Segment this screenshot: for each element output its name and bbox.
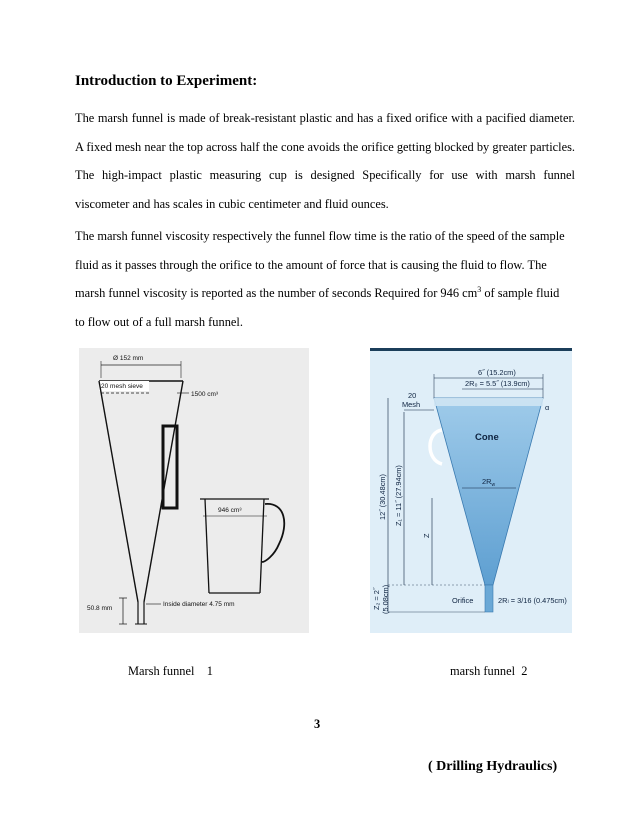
inside-diameter-label: Inside diameter 4.75 mm [163,601,235,608]
top-width-label: 6˝ (15.2cm) [478,368,516,377]
cone-label: Cone [475,432,499,443]
intro-paragraph-2 [75,222,565,337]
figure-1-caption: Marsh funnel 1 [128,664,213,678]
diameter-label: Ø 152 mm [113,355,144,362]
funnel-volume-label: 1500 cm³ [191,391,219,398]
funnel-orifice-tube [485,585,493,612]
mesh-sieve-label: 20 mesh sieve [101,383,143,390]
rl-label: 2Rₗ = 3/16 (0.475cm) [498,596,567,605]
mesh-word-label: Mesh [402,400,421,409]
total-height-label: 12˝ (30.48cm) [378,473,387,520]
alpha-label: α [545,403,550,412]
radius-width-label: 2R₀ = 5.5˝ (13.9cm) [465,379,530,388]
page-number: 3 [314,717,321,731]
footer-title: ( Drilling Hydraulics) [428,759,558,774]
orifice-label: Orifice [452,596,474,605]
paragraph-2-tail: of sample fluid to flow out of a full marsh funnel. [75,286,560,330]
figure-2-caption: marsh funnel 2 [450,664,528,678]
paragraph-2-main: The marsh funnel viscosity respectively the funnel flow time is the ratio of the speed of the sample fluid as it passes through the orifice to the amount of force that is causing the fluid to flow. The marsh funnel viscosity is reported as the number of seconds Required for 946 cm [75,229,565,301]
marsh-funnel-figure-2 [370,348,572,633]
z2-metric-label: (5.08cm) [381,584,390,614]
z-label: Z [422,533,431,538]
superscript-three: 3 [477,285,482,295]
tube-length-label: 50.8 mm [87,605,113,612]
z1-label: Z₁ = 11˝ (27.94cm) [394,465,403,526]
rw-label: $2R_w$ [482,477,496,488]
marsh-funnel-figure-1 [79,348,309,633]
section-heading: Introduction to Experiment: [75,73,258,89]
mesh-number-label: 20 [408,391,417,400]
intro-paragraph-1: The marsh funnel is made of break-resistant plastic and has a fixed orifice with a pacified diameter. A fixed mesh near the top across half the cone avoids the orifice getting blocked by greater particles. The high-impact plastic measuring cup is designed Specifically for use with marsh funnel viscometer and has scales in cubic centimeter and fluid ounces. [75,111,575,212]
cup-volume-label: 946 cm³ [218,507,242,514]
z2-label: Z₂ = 2˝ [372,587,381,610]
